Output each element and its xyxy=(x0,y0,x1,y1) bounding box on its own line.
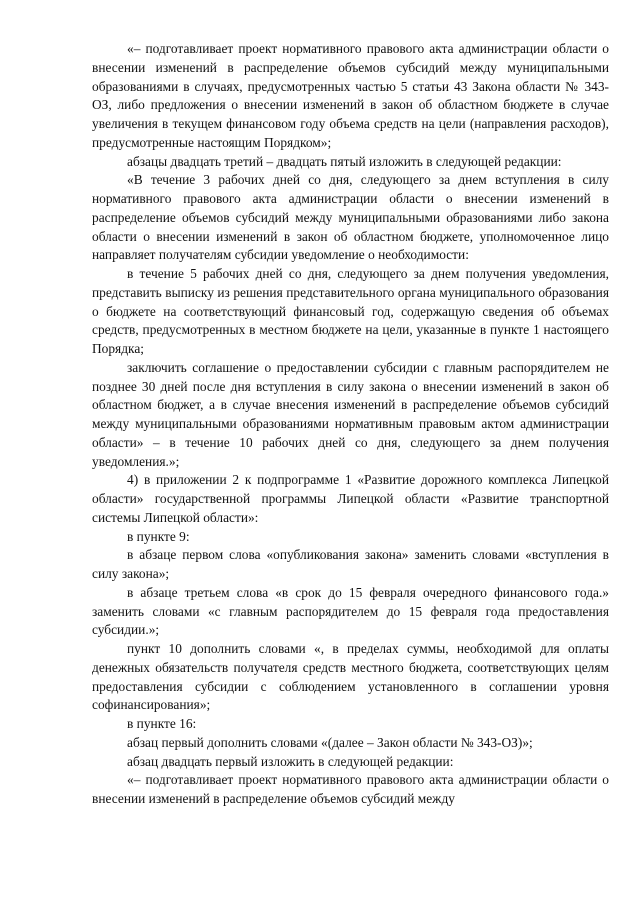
paragraph: «– подготавливает проект нормативного правового акта администрации области о внесении изменений в распределение объемов субсидий между муниципальными образованиями в случаях, предусмотренных частью 5 статьи 43 Закона области № 343-ОЗ, либо предложения о внесении изменений в закон об областном бюджете в случае увеличения в текущем финансовом году объема средств на цели (направления расходов), предусмотренные настоящим Порядком»; xyxy=(92,41,609,150)
paragraph: «– подготавливает проект нормативного правового акта администрации области о внесении изменений в распределение объемов субсидий между xyxy=(92,772,609,806)
paragraph: в абзаце первом слова «опубликования закона» заменить словами «вступления в силу закона»; xyxy=(92,547,609,581)
paragraph: в абзаце третьем слова «в срок до 15 февраля очередного финансового года.» заменить словами «с главным распорядителем до 15 февраля года предоставления субсидии.»; xyxy=(92,584,609,638)
paragraph: в пункте 16: xyxy=(127,716,197,731)
paragraph: 4) в приложении 2 к подпрограмме 1 «Развитие дорожного комплекса Липецкой области» государственной программы Липецкой области «Развитие транспортной системы Липецкой области»: xyxy=(92,472,609,525)
paragraph: абзац двадцать первый изложить в следующей редакции: xyxy=(127,753,454,769)
document-page xyxy=(92,40,609,809)
paragraph: абзацы двадцать третий – двадцать пятый изложить в следующей редакции: xyxy=(127,153,562,169)
paragraph: в течение 5 рабочих дней со дня, следующего за днем получения уведомления, представить выписку из решения представительного органа муниципального образования о бюджете на соответствующий финансовый год, содержащую сведения об объемах средств, предусмотренных в местном бюджете на цели, указанные в пункте 1 настоящего Порядка; xyxy=(92,266,609,356)
paragraph: заключить соглашение о предоставлении субсидии с главным распорядителем не позднее 30 дней после дня вступления в силу закона о внесении изменений в закон об областном бюджет, а в случае внесения изменений в распределение объемов субсидий между муниципальными образованиями нормативным правовым актом администрации области» – в течение 10 рабочих дней со дня, следующего за днем получения уведомления.»; xyxy=(92,359,609,469)
paragraph: абзац первый дополнить словами «(далее – Закон области № 343-ОЗ)»; xyxy=(127,734,533,750)
paragraph: в пункте 9: xyxy=(127,528,190,544)
paragraph: пункт 10 дополнить словами «, в пределах суммы, необходимой для оплаты денежных обязательств получателя средств местного бюджета, соответствующих целям предоставления субсидии с соблюдением установленного в соглашении уровня софинансирования»; xyxy=(92,641,609,713)
paragraph: «В течение 3 рабочих дней со дня, следующего за днем вступления в силу нормативного правового акта администрации области о внесении изменений в распределение объемов субсидий между муниципальными образованиями либо закона области о внесении изменений в закон об областном бюджете, уполномоченное лицо направляет получателям субсидии уведомление о необходимости: xyxy=(92,172,609,263)
